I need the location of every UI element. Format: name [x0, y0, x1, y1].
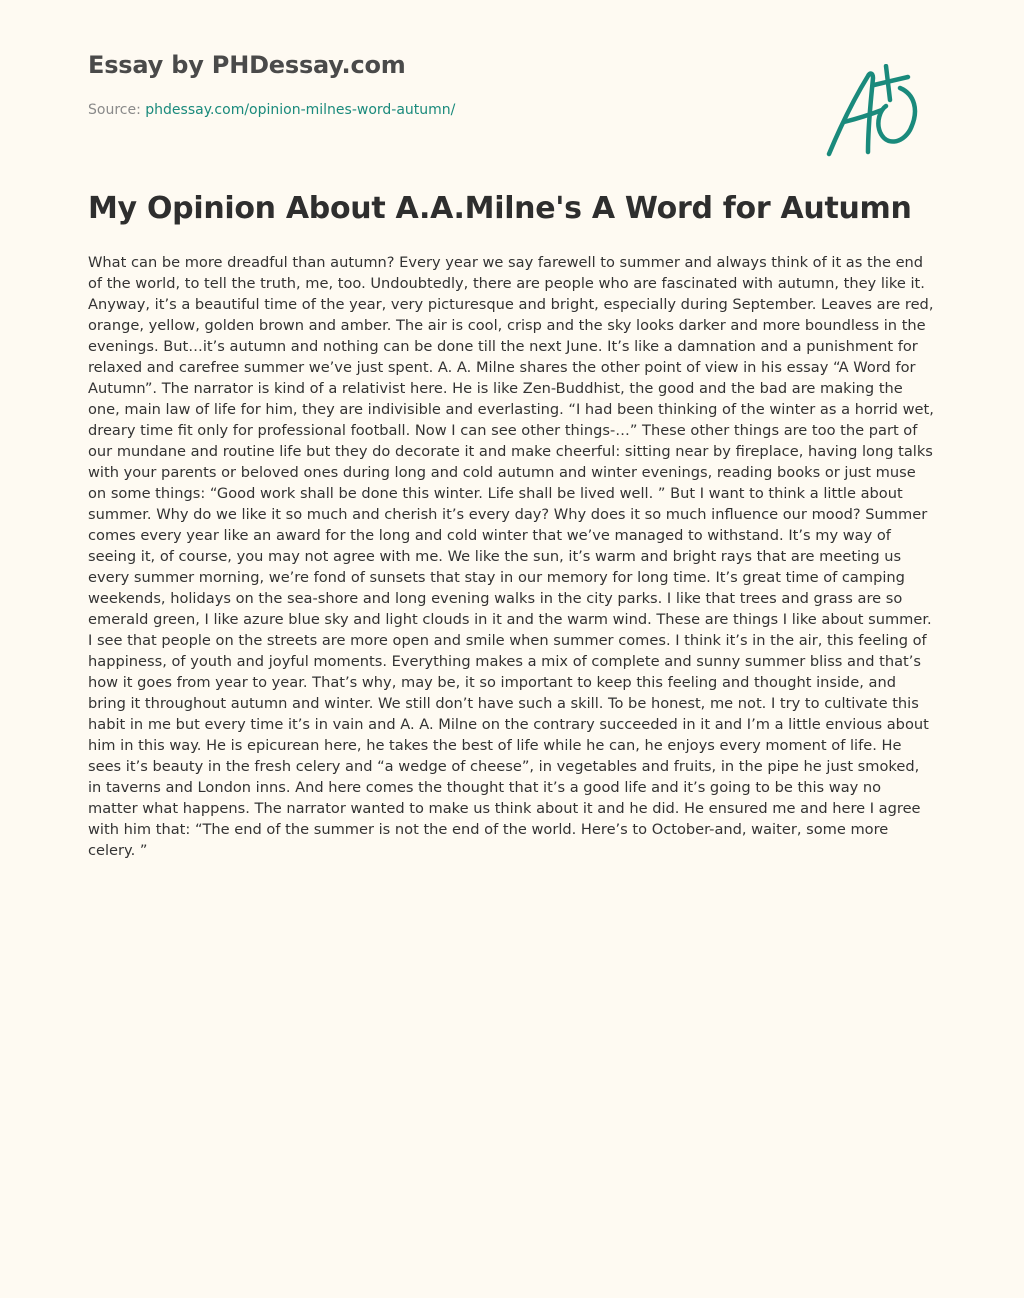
a-plus-grade-icon: [824, 64, 928, 160]
source-label: Source:: [88, 102, 146, 118]
site-title: Essay by PHDessay.com: [88, 51, 406, 79]
page-header: [88, 48, 788, 120]
source-link[interactable]: phdessay.com/opinion-milnes-word-autumn/: [145, 102, 456, 118]
source-line: [88, 100, 788, 120]
essay-body: What can be more dreadful than autumn? Every year we say farewell to summer and always think of it as the end of the world, to tell the truth, me, too. Undoubtedly, there are people who are fascinated with autumn, they like it. Anyway, it’s a beautiful time of the year, very picturesque and bright, especially during September. Leaves are red, orange, yellow, golden brown and amber. The air is cool, crisp and the sky looks darker and more boundless in the evenings. But…it’s autumn and nothing can be done till the next June. It’s like a damnation and a punishment for relaxed and carefree summer we’ve just spent. A. A. Milne shares the other point of view in his essay “A Word for Autumn”. The narrator is kind of a relativist here. He is like Zen-Buddhist, the good and the bad are making the one, main law of life for him, they are indivisible and everlasting. “I had been thinking of the winter as a horrid wet, dreary time fit only for professional football. Now I can see other things-…” These other things are too the part of our mundane and routine life but they do decorate it and make cheerful: sitting near by fireplace, having long talks with your parents or beloved ones during long and cold autumn and winter evenings, reading books or just muse on some things: “Good work shall be done this winter. Life shall be lived well. ” But I want to think a little about summer. Why do we like it so much and cherish it’s every day? Why does it so much influence our mood? Summer comes every year like an award for the long and cold winter that we’ve managed to withstand. It’s my way of seeing it, of course, you may not agree with me. We like the sun, it’s warm and bright rays that are meeting us every summer morning, we’re fond of sunsets that stay in our memory for long time. It’s great time of camping weekends, holidays on the sea-shore and long evening walks in the city parks. I like that trees and grass are so emerald green, I like azure blue sky and light clouds in it and the warm wind. These are things I like about summer. I see that people on the streets are more open and smile when summer comes. I think it’s in the air, this feeling of happiness, of youth and joyful moments. Everything makes a mix of complete and sunny summer bliss and that’s how it goes from year to year. That’s why, may be, it so important to keep this feeling and thought inside, and bring it throughout autumn and winter. We still don’t have such a skill. To be honest, me not. I try to cultivate this habit in me but every time it’s in vain and A. A. Milne on the contrary succeeded in it and I’m a little envious about him in this way. He is epicurean here, he takes the best of life while he can, he enjoys every moment of life. He sees it’s beauty in the fresh celery and “a wedge of cheese”, in vegetables and fruits, in the pipe he just smoked, in taverns and London inns. And here comes the thought that it’s a good life and it’s going to be this way no matter what happens. The narrator wanted to make us think about it and he did. He ensured me and here I agree with him that: “The end of the summer is not the end of the world. Here’s to October-and, waiter, some more celery. ”: [88, 254, 934, 859]
essay-title: My Opinion About A.A.Milne's A Word for Autumn: [88, 191, 912, 226]
